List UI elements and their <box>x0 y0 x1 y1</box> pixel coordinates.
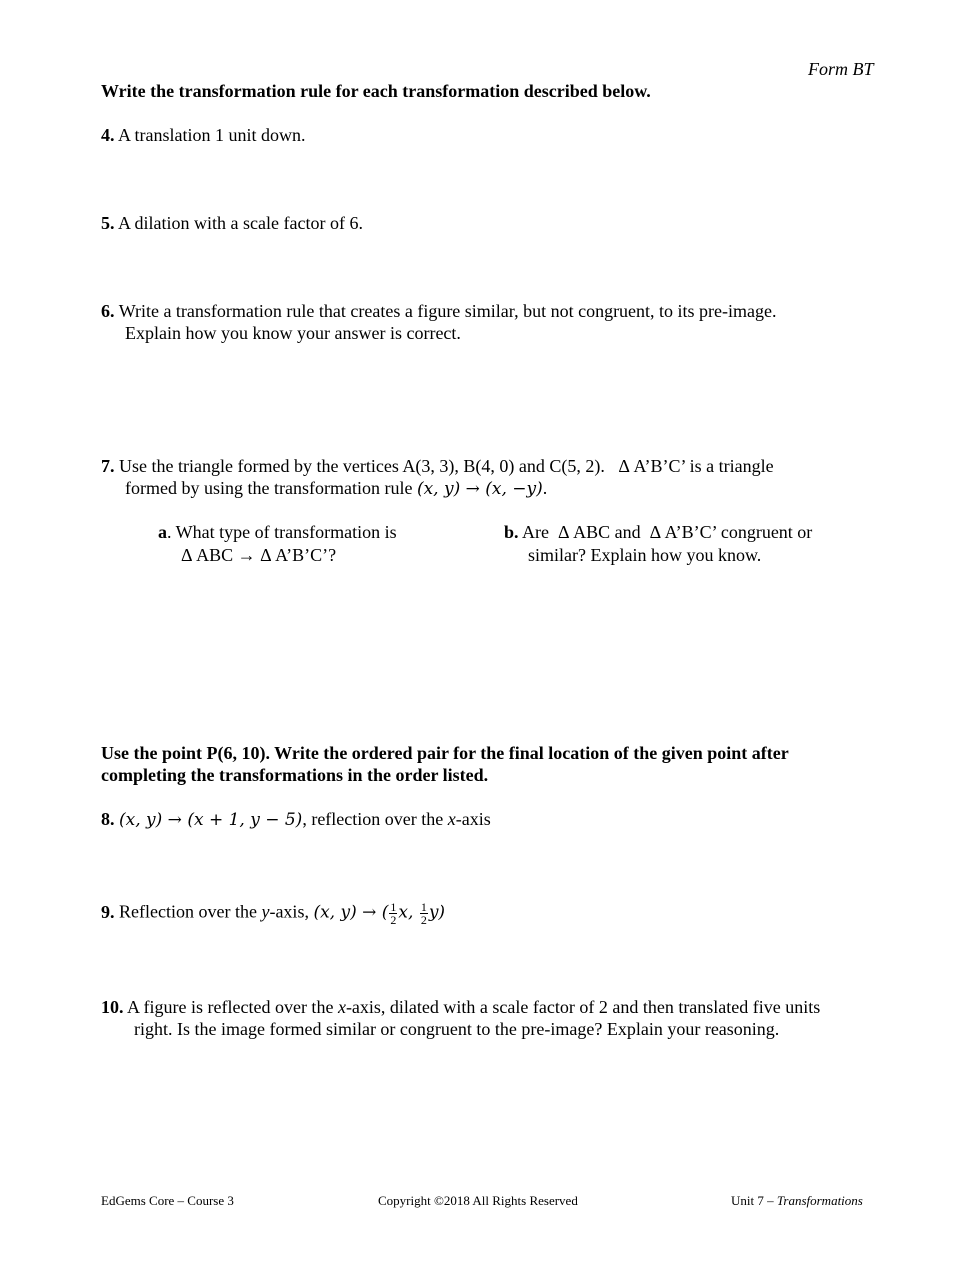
part-text-line1: Are Δ ABC and Δ A’B’C’ congruent or <box>518 522 813 542</box>
axis-variable: x <box>447 809 456 829</box>
question-text-end: -axis <box>455 809 491 829</box>
question-text-line1: Use the triangle formed by the vertices A(3, 3), B(4, 0) and C(5, 2). Δ A’B’C’ is a triangle <box>119 456 774 476</box>
question-text: A dilation with a scale factor of 6. <box>118 213 363 233</box>
question-7-line2 <box>125 478 547 499</box>
footer-unit-label: Unit 7 – <box>731 1193 777 1208</box>
question-text-line1: Write a transformation rule that creates a figure similar, but not congruent, to its pre-image. <box>118 301 777 321</box>
part-text-line1: . What type of transformation is <box>167 522 397 542</box>
question-text: A figure is reflected over the <box>127 997 338 1017</box>
fraction-numerator: 1 <box>420 900 427 914</box>
question-text: Reflection over the <box>119 901 262 922</box>
section1-instruction: Write the transformation rule for each transformation described below. <box>101 81 651 101</box>
question-4 <box>101 125 306 146</box>
question-number: 4. <box>101 125 115 145</box>
fraction-one-half <box>420 901 428 926</box>
question-5 <box>101 213 363 234</box>
footer-unit <box>731 1193 863 1209</box>
form-label: Form BT <box>808 59 874 79</box>
rule-var-x: x, <box>398 902 419 923</box>
question-7a-line2: Δ ABC → Δ A’B’C’? <box>181 545 337 565</box>
question-7 <box>101 456 774 477</box>
question-number: 9. <box>101 901 115 922</box>
question-7a <box>158 522 397 543</box>
question-number: 5. <box>101 213 115 233</box>
axis-variable: y <box>261 901 270 922</box>
footer-unit-title: Transformations <box>776 1193 863 1208</box>
period: . <box>542 478 548 498</box>
question-number: 10. <box>101 997 124 1017</box>
rule-start: (x, y) → ( <box>313 902 389 923</box>
question-text: formed by using the transformation rule <box>125 478 417 498</box>
question-number: 8. <box>101 809 115 829</box>
part-label: b. <box>504 522 519 542</box>
transformation-rule: (x, y) → (x + 1, y − 5) <box>119 810 303 830</box>
question-text-cont: -axis, dilated with a scale factor of 2 and then translated five units <box>345 997 821 1017</box>
question-10 <box>101 997 820 1018</box>
fraction-denominator: 2 <box>390 913 397 927</box>
question-9 <box>101 901 445 926</box>
footer-copyright: Copyright ©2018 All Rights Reserved <box>378 1193 578 1208</box>
question-text: , reflection over the <box>302 809 448 829</box>
question-number: 6. <box>101 301 115 321</box>
fraction-numerator: 1 <box>390 900 397 914</box>
transformation-rule: (x, y) → (x, −y) <box>416 479 543 499</box>
question-number: 7. <box>101 456 115 476</box>
footer-course: EdGems Core – Course 3 <box>101 1193 234 1208</box>
question-text: A translation 1 unit down. <box>118 125 306 145</box>
question-text-mid: -axis, <box>269 901 314 922</box>
question-7b-line2: similar? Explain how you know. <box>528 545 762 565</box>
part-label: a <box>158 522 167 542</box>
question-10-line2: right. Is the image formed similar or congruent to the pre-image? Explain your reasoning. <box>134 1019 780 1039</box>
section2-instruction-line1: Use the point P(6, 10). Write the ordered pair for the final location of the given point after <box>101 743 789 763</box>
axis-variable: x <box>337 997 346 1017</box>
section2-instruction-line2: completing the transformations in the order listed. <box>101 765 489 785</box>
rule-var-y: y) <box>428 902 446 923</box>
question-8 <box>101 809 491 830</box>
question-6 <box>101 301 777 322</box>
fraction-one-half <box>389 901 397 926</box>
question-7b <box>504 522 812 543</box>
question-6-line2: Explain how you know your answer is correct. <box>125 323 461 343</box>
fraction-denominator: 2 <box>420 913 427 927</box>
